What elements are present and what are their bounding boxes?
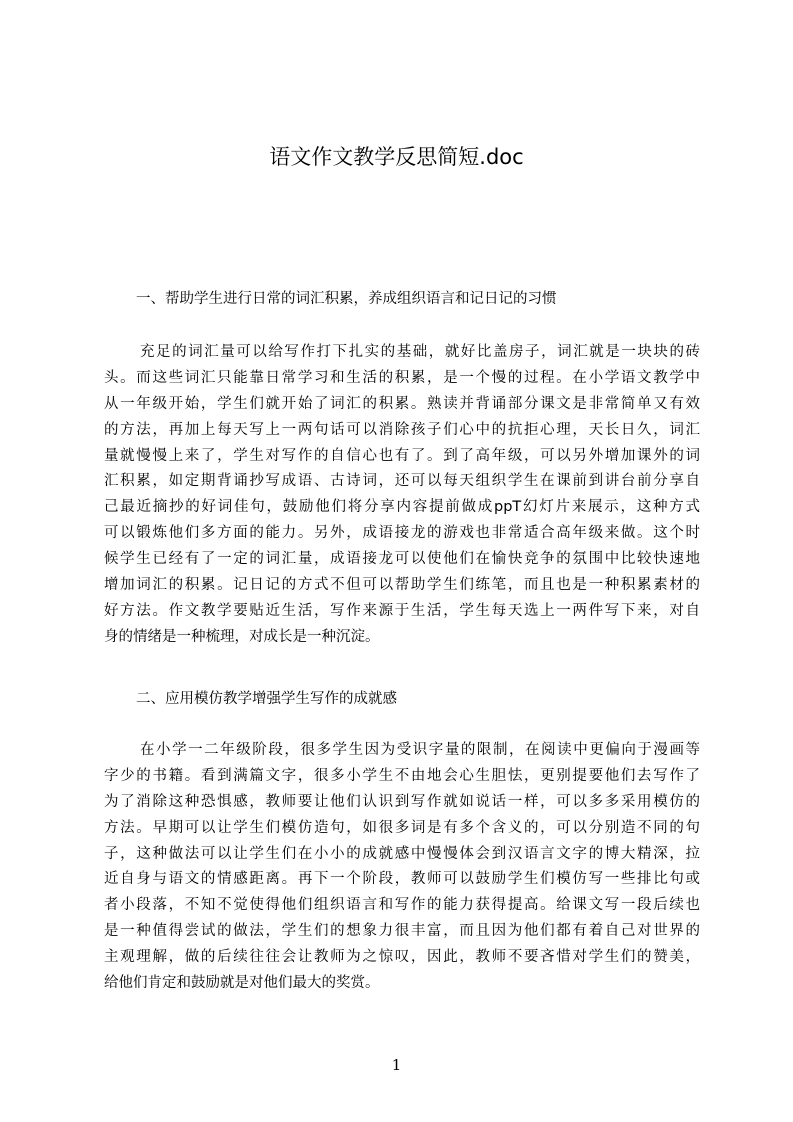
section-paragraph <box>104 340 700 651</box>
paragraph-line: 近自身与语文的情感距离。再下一个阶段，教师可以鼓励学生们模仿写一些排比句或 <box>104 871 700 888</box>
paragraph-line: 者小段落，不知不觉使得他们组织语言和写作的能力获得提高。给课文写一段后续也 <box>104 897 700 914</box>
paragraph-line: 汇积累，如定期背诵抄写成语、古诗词，还可以每天组织学生在课前到讲台前分享自 <box>104 473 700 490</box>
paragraph-line: 子，这种做法可以让学生们在小小的成就感中慢慢体会到汉语言文字的博大精深，拉 <box>104 845 700 862</box>
paragraph-line: 为了消除这种恐惧感，教师要让他们认识到写作就如说话一样，可以多多采用模仿的 <box>104 793 700 810</box>
paragraph-line: 方法。早期可以让学生们模仿造句，如很多词是有多个含义的，可以分别造不同的句 <box>104 819 700 836</box>
section-heading: 一、帮助学生进行日常的词汇积累，养成组织语言和记日记的习惯 <box>136 291 557 307</box>
paragraph-line: 可以锻炼他们多方面的能力。另外，成语接龙的游戏也非常适合高年级来做。这个时 <box>104 525 700 542</box>
paragraph-line: 量就慢慢上来了，学生对写作的自信心也有了。到了高年级，可以另外增加课外的词 <box>104 447 700 464</box>
section-paragraph <box>104 738 700 997</box>
paragraph-line: 充足的词汇量可以给写作打下扎实的基础，就好比盖房子，词汇就是一块块的砖 <box>140 344 700 360</box>
paragraph-line: 从一年级开始，学生们就开始了词汇的积累。熟读并背诵部分课文是非常简单又有效 <box>104 395 700 412</box>
paragraph-line: 在小学一二年级阶段，很多学生因为受识字量的限制，在阅读中更偏向于漫画等 <box>140 742 700 758</box>
document-title: 语文作文教学反思简短.doc <box>269 145 524 169</box>
paragraph-line: 的方法，再加上每天写上一两句话可以消除孩子们心中的抗拒心理，天长日久，词汇 <box>104 421 700 438</box>
paragraph-line: 头。而这些词汇只能靠日常学习和生活的积累，是一个慢的过程。在小学语文教学中 <box>104 369 700 386</box>
paragraph-line: 是一种值得尝试的做法，学生们的想象力很丰富，而且因为他们都有着自己对世界的 <box>104 923 700 940</box>
page-number: 1 <box>391 1056 402 1074</box>
paragraph-line: 好方法。作文教学要贴近生活，写作来源于生活，学生每天选上一两件写下来，对自 <box>104 602 700 619</box>
paragraph-line: 给他们肯定和鼓励就是对他们最大的奖赏。 <box>104 975 380 992</box>
paragraph-line: 身的情绪是一种梳理，对成长是一种沉淀。 <box>104 628 380 645</box>
paragraph-line: 己最近摘抄的好词佳句，鼓励他们将分享内容提前做成ppT幻灯片来展示，这种方式 <box>104 499 700 516</box>
paragraph-line: 增加词汇的积累。记日记的方式不但可以帮助学生们练笔，而且也是一种积累素材的 <box>104 577 700 594</box>
paragraph-line: 主观理解，做的后续往往会让教师为之惊叹，因此，教师不要吝惜对学生们的赞美， <box>104 949 700 966</box>
section-heading: 二、应用模仿教学增强学生写作的成就感 <box>136 691 397 707</box>
paragraph-line: 候学生已经有了一定的词汇量，成语接龙可以使他们在愉快竞争的氛围中比较快速地 <box>104 551 700 568</box>
paragraph-line: 字少的书籍。看到满篇文字，很多小学生不由地会心生胆怯，更别提要他们去写作了 <box>104 767 700 784</box>
